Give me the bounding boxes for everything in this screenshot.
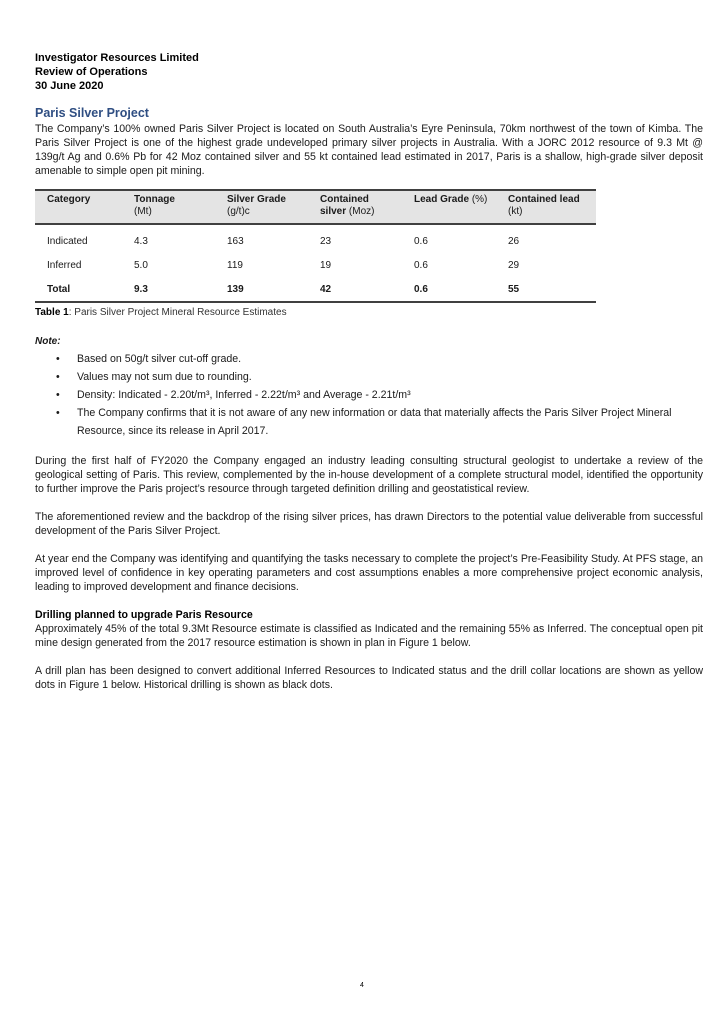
table-cell: 29 bbox=[508, 259, 520, 271]
table-cell: 0.6 bbox=[402, 277, 496, 302]
header-silver-grade: Silver Grade (g/t)c bbox=[215, 190, 308, 224]
header-lead-grade: Lead Grade (%) bbox=[402, 190, 496, 224]
table-total-row bbox=[35, 277, 596, 302]
header-tonnage: Tonnage (Mt) bbox=[122, 190, 215, 224]
resource-table bbox=[35, 189, 596, 303]
table-cell: 55 bbox=[496, 277, 596, 302]
bullet: • bbox=[56, 389, 60, 401]
table-cell: 9.3 bbox=[122, 277, 215, 302]
section-title: Paris Silver Project bbox=[35, 106, 149, 120]
table-cell: 163 bbox=[227, 235, 244, 247]
company-name: Investigator Resources Limited bbox=[35, 52, 199, 64]
caption-text: : Paris Silver Project Mineral Resource Estimates bbox=[68, 307, 287, 318]
document-page bbox=[35, 51, 703, 692]
list-item: • Density: Indicated - 2.20t/m³, Inferred - 2.22t/m³ and Average - 2.21t/m³ bbox=[35, 386, 703, 404]
table-cell: Inferred bbox=[47, 259, 82, 271]
table-cell: 42 bbox=[308, 277, 402, 302]
paragraph-resource-classification: Approximately 45% of the total 9.3Mt Resource estimate is classified as Indicated and the remaining 55% as Inferred. The conceptual open pit mine design generated from the 2017 resource estimation is shown in plan in Figure 1 below. bbox=[35, 623, 703, 649]
table-cell: 19 bbox=[320, 259, 332, 271]
table-cell: 26 bbox=[508, 235, 520, 247]
header-contained-lead: Contained lead (kt) bbox=[496, 190, 596, 224]
table-cell: 5.0 bbox=[134, 259, 148, 271]
drilling-heading: Drilling planned to upgrade Paris Resource bbox=[35, 609, 253, 621]
table-cell: Total bbox=[35, 277, 122, 302]
paragraph-pfs: At year end the Company was identifying and quantifying the tasks necessary to complete the project’s Pre-Feasibility Study. At PFS stage, an improved level of confidence in key operating parameters and cost assumptions enables a more comprehensive project economic analysis, leading to improved development and finance decisions. bbox=[35, 553, 703, 593]
report-date: 30 June 2020 bbox=[35, 80, 104, 92]
header-contained-silver: Contained silver (Moz) bbox=[308, 190, 402, 224]
paragraph-silver-prices: The aforementioned review and the backdrop of the rising silver prices, has drawn Directors to the potential value deliverable from successful development of the Paris Silver Project. bbox=[35, 511, 703, 537]
page-number: 4 bbox=[360, 982, 364, 989]
table-cell: 0.6 bbox=[414, 259, 428, 271]
table-cell: 0.6 bbox=[414, 235, 428, 247]
bullet: • bbox=[56, 407, 60, 419]
bullet: • bbox=[56, 353, 60, 365]
note-label: Note: bbox=[35, 336, 61, 347]
table-cell: 23 bbox=[320, 235, 332, 247]
table-row bbox=[35, 253, 596, 277]
table-cell: 139 bbox=[215, 277, 308, 302]
notes-list bbox=[35, 350, 703, 440]
list-item: • Values may not sum due to rounding. bbox=[35, 368, 703, 386]
table-header-row bbox=[35, 190, 596, 224]
bullet: • bbox=[56, 371, 60, 383]
table-row bbox=[35, 224, 596, 253]
list-item: • The Company confirms that it is not aware of any new information or data that materially affects the Paris Silver Project Mineral Resource, since its release in April 2017. bbox=[35, 404, 697, 440]
paragraph-review: During the first half of FY2020 the Company engaged an industry leading consulting structural geologist to undertake a review of the geological setting of Paris. This review, complemented by the in-house development of a complete structural model, identified the opportunity to further improve the Paris project’s resource through targeted definition drilling and geostatistical review. bbox=[35, 455, 703, 495]
header-category: Category bbox=[35, 190, 122, 224]
table-cell: 119 bbox=[227, 259, 243, 271]
table-cell: Indicated bbox=[47, 235, 88, 247]
paragraph-drill-plan: A drill plan has been designed to convert additional Inferred Resources to Indicated status and the drill collar locations are shown as yellow dots in Figure 1 below. Historical drilling is shown as black dots. bbox=[35, 665, 703, 691]
report-title: Review of Operations bbox=[35, 66, 148, 78]
intro-paragraph: The Company’s 100% owned Paris Silver Project is located on South Australia’s Eyre Peninsula, 70km northwest of the town of Kimba. The Paris Silver Project is one of the highest grade undeveloped primary silver projects in Australia. With a JORC 2012 resource of 9.3 Mt @ 139g/t Ag and 0.6% Pb for 42 Moz contained silver and 55 kt contained lead estimated in 2017, Paris is a shallow, high-grade silver deposit amenable to simple open pit mining. bbox=[35, 123, 703, 177]
list-item: • Based on 50g/t silver cut-off grade. bbox=[35, 350, 703, 368]
caption-label: Table 1 bbox=[35, 307, 69, 318]
table-caption bbox=[35, 306, 703, 320]
table-cell: 4.3 bbox=[134, 235, 148, 247]
